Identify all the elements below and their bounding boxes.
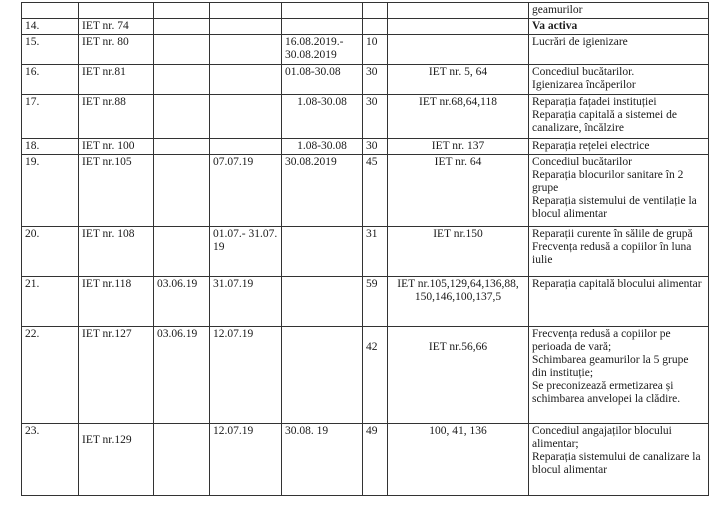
description-cell: Reparația capitală blocului alimentar: [529, 277, 709, 327]
row-number: 19.: [22, 155, 79, 227]
description-cell: Concediul angajaților blocului alimentar; Reparația sistemului de canalizare la blocul alimentar: [529, 424, 709, 496]
repair-schedule-table: [21, 2, 709, 496]
row-number: [22, 3, 79, 19]
table-row: [22, 139, 709, 155]
table-row: [22, 277, 709, 327]
table-row: [22, 3, 709, 19]
period-cell: 1.08-30.08: [282, 139, 363, 155]
end-date-cell: [210, 139, 282, 155]
days-cell: [363, 19, 388, 35]
institution-cell: IET nr.127: [79, 327, 154, 424]
period-cell: 16.08.2019.- 30.08.2019: [282, 35, 363, 65]
table-row: [22, 19, 709, 35]
description-cell: Concediul bucătarilor Reparația blocurilor sanitare în 2 grupe Reparația sistemului de ventilație la blocul alimentar: [529, 155, 709, 227]
description-cell: Concediul bucătarilor. Igienizarea încăperilor: [529, 65, 709, 95]
period-cell: 30.08. 19: [282, 424, 363, 496]
period-cell: [282, 3, 363, 19]
days-cell: 30: [363, 95, 388, 139]
days-cell: 49: [363, 424, 388, 496]
table-row: [22, 227, 709, 277]
description-cell: Reparații curente în sălile de grupă Frecvența redusă a copiilor în luna iulie: [529, 227, 709, 277]
description-cell: Lucrări de igienizare: [529, 35, 709, 65]
start-date-cell: [154, 95, 210, 139]
table-row: [22, 327, 709, 424]
table-row: [22, 424, 709, 496]
start-date-cell: [154, 35, 210, 65]
start-date-cell: [154, 155, 210, 227]
start-date-cell: [154, 227, 210, 277]
description-cell: Frecvența redusă a copiilor pe perioada de vară; Schimbarea geamurilor la 5 grupe din instituție; Se preconizează ermetizarea și schimbarea anvelopei la clădire.: [529, 327, 709, 424]
institution-cell: IET nr. 100: [79, 139, 154, 155]
row-number: 15.: [22, 35, 79, 65]
period-cell: 30.08.2019: [282, 155, 363, 227]
institution-cell: IET nr. 74: [79, 19, 154, 35]
institution-cell: IET nr.105: [79, 155, 154, 227]
alternative-institutions-cell: IET nr.56,66: [388, 327, 529, 424]
end-date-cell: [210, 65, 282, 95]
end-date-cell: 12.07.19: [210, 424, 282, 496]
alternative-institutions-cell: IET nr.105,129,64,136,88, 150,146,100,137,5: [388, 277, 529, 327]
period-cell: [282, 327, 363, 424]
start-date-cell: 03.06.19: [154, 327, 210, 424]
period-cell: [282, 227, 363, 277]
description-cell: Va activa: [529, 19, 709, 35]
days-cell: 10: [363, 35, 388, 65]
row-number: 17.: [22, 95, 79, 139]
institution-cell: IET nr.129: [79, 424, 154, 496]
days-cell: 45: [363, 155, 388, 227]
days-cell: 31: [363, 227, 388, 277]
period-cell: 01.08-30.08: [282, 65, 363, 95]
end-date-cell: [210, 19, 282, 35]
start-date-cell: [154, 65, 210, 95]
alternative-institutions-cell: IET nr.68,64,118: [388, 95, 529, 139]
days-cell: 30: [363, 65, 388, 95]
row-number: 20.: [22, 227, 79, 277]
row-number: 23.: [22, 424, 79, 496]
start-date-cell: [154, 19, 210, 35]
institution-cell: IET nr. 80: [79, 35, 154, 65]
institution-cell: IET nr.81: [79, 65, 154, 95]
row-number: 16.: [22, 65, 79, 95]
alternative-institutions-cell: IET nr.150: [388, 227, 529, 277]
start-date-cell: [154, 139, 210, 155]
table-row: [22, 65, 709, 95]
alternative-institutions-cell: IET nr. 5, 64: [388, 65, 529, 95]
row-number: 14.: [22, 19, 79, 35]
end-date-cell: [210, 3, 282, 19]
start-date-cell: 03.06.19: [154, 277, 210, 327]
days-cell: 59: [363, 277, 388, 327]
period-cell: [282, 277, 363, 327]
end-date-cell: 01.07.- 31.07. 19: [210, 227, 282, 277]
days-cell: 42: [363, 327, 388, 424]
alternative-institutions-cell: [388, 35, 529, 65]
alternative-institutions-cell: IET nr. 64: [388, 155, 529, 227]
end-date-cell: 07.07.19: [210, 155, 282, 227]
table-row: [22, 35, 709, 65]
period-cell: 1.08-30.08: [282, 95, 363, 139]
alternative-institutions-cell: 100, 41, 136: [388, 424, 529, 496]
row-number: 22.: [22, 327, 79, 424]
table-row: [22, 155, 709, 227]
institution-cell: IET nr. 108: [79, 227, 154, 277]
description-cell: Reparația rețelei electrice: [529, 139, 709, 155]
description-cell: geamurilor: [529, 3, 709, 19]
period-cell: [282, 19, 363, 35]
alternative-institutions-cell: IET nr. 137: [388, 139, 529, 155]
days-cell: 30: [363, 139, 388, 155]
institution-cell: IET nr.118: [79, 277, 154, 327]
start-date-cell: [154, 424, 210, 496]
row-number: 18.: [22, 139, 79, 155]
alternative-institutions-cell: [388, 3, 529, 19]
description-cell: Reparația fațadei instituției Reparația capitală a sistemei de canalizare, încălzire: [529, 95, 709, 139]
table-row: [22, 95, 709, 139]
end-date-cell: 31.07.19: [210, 277, 282, 327]
days-cell: [363, 3, 388, 19]
institution-cell: [79, 3, 154, 19]
end-date-cell: 12.07.19: [210, 327, 282, 424]
row-number: 21.: [22, 277, 79, 327]
end-date-cell: [210, 95, 282, 139]
end-date-cell: [210, 35, 282, 65]
start-date-cell: [154, 3, 210, 19]
alternative-institutions-cell: [388, 19, 529, 35]
institution-cell: IET nr.88: [79, 95, 154, 139]
